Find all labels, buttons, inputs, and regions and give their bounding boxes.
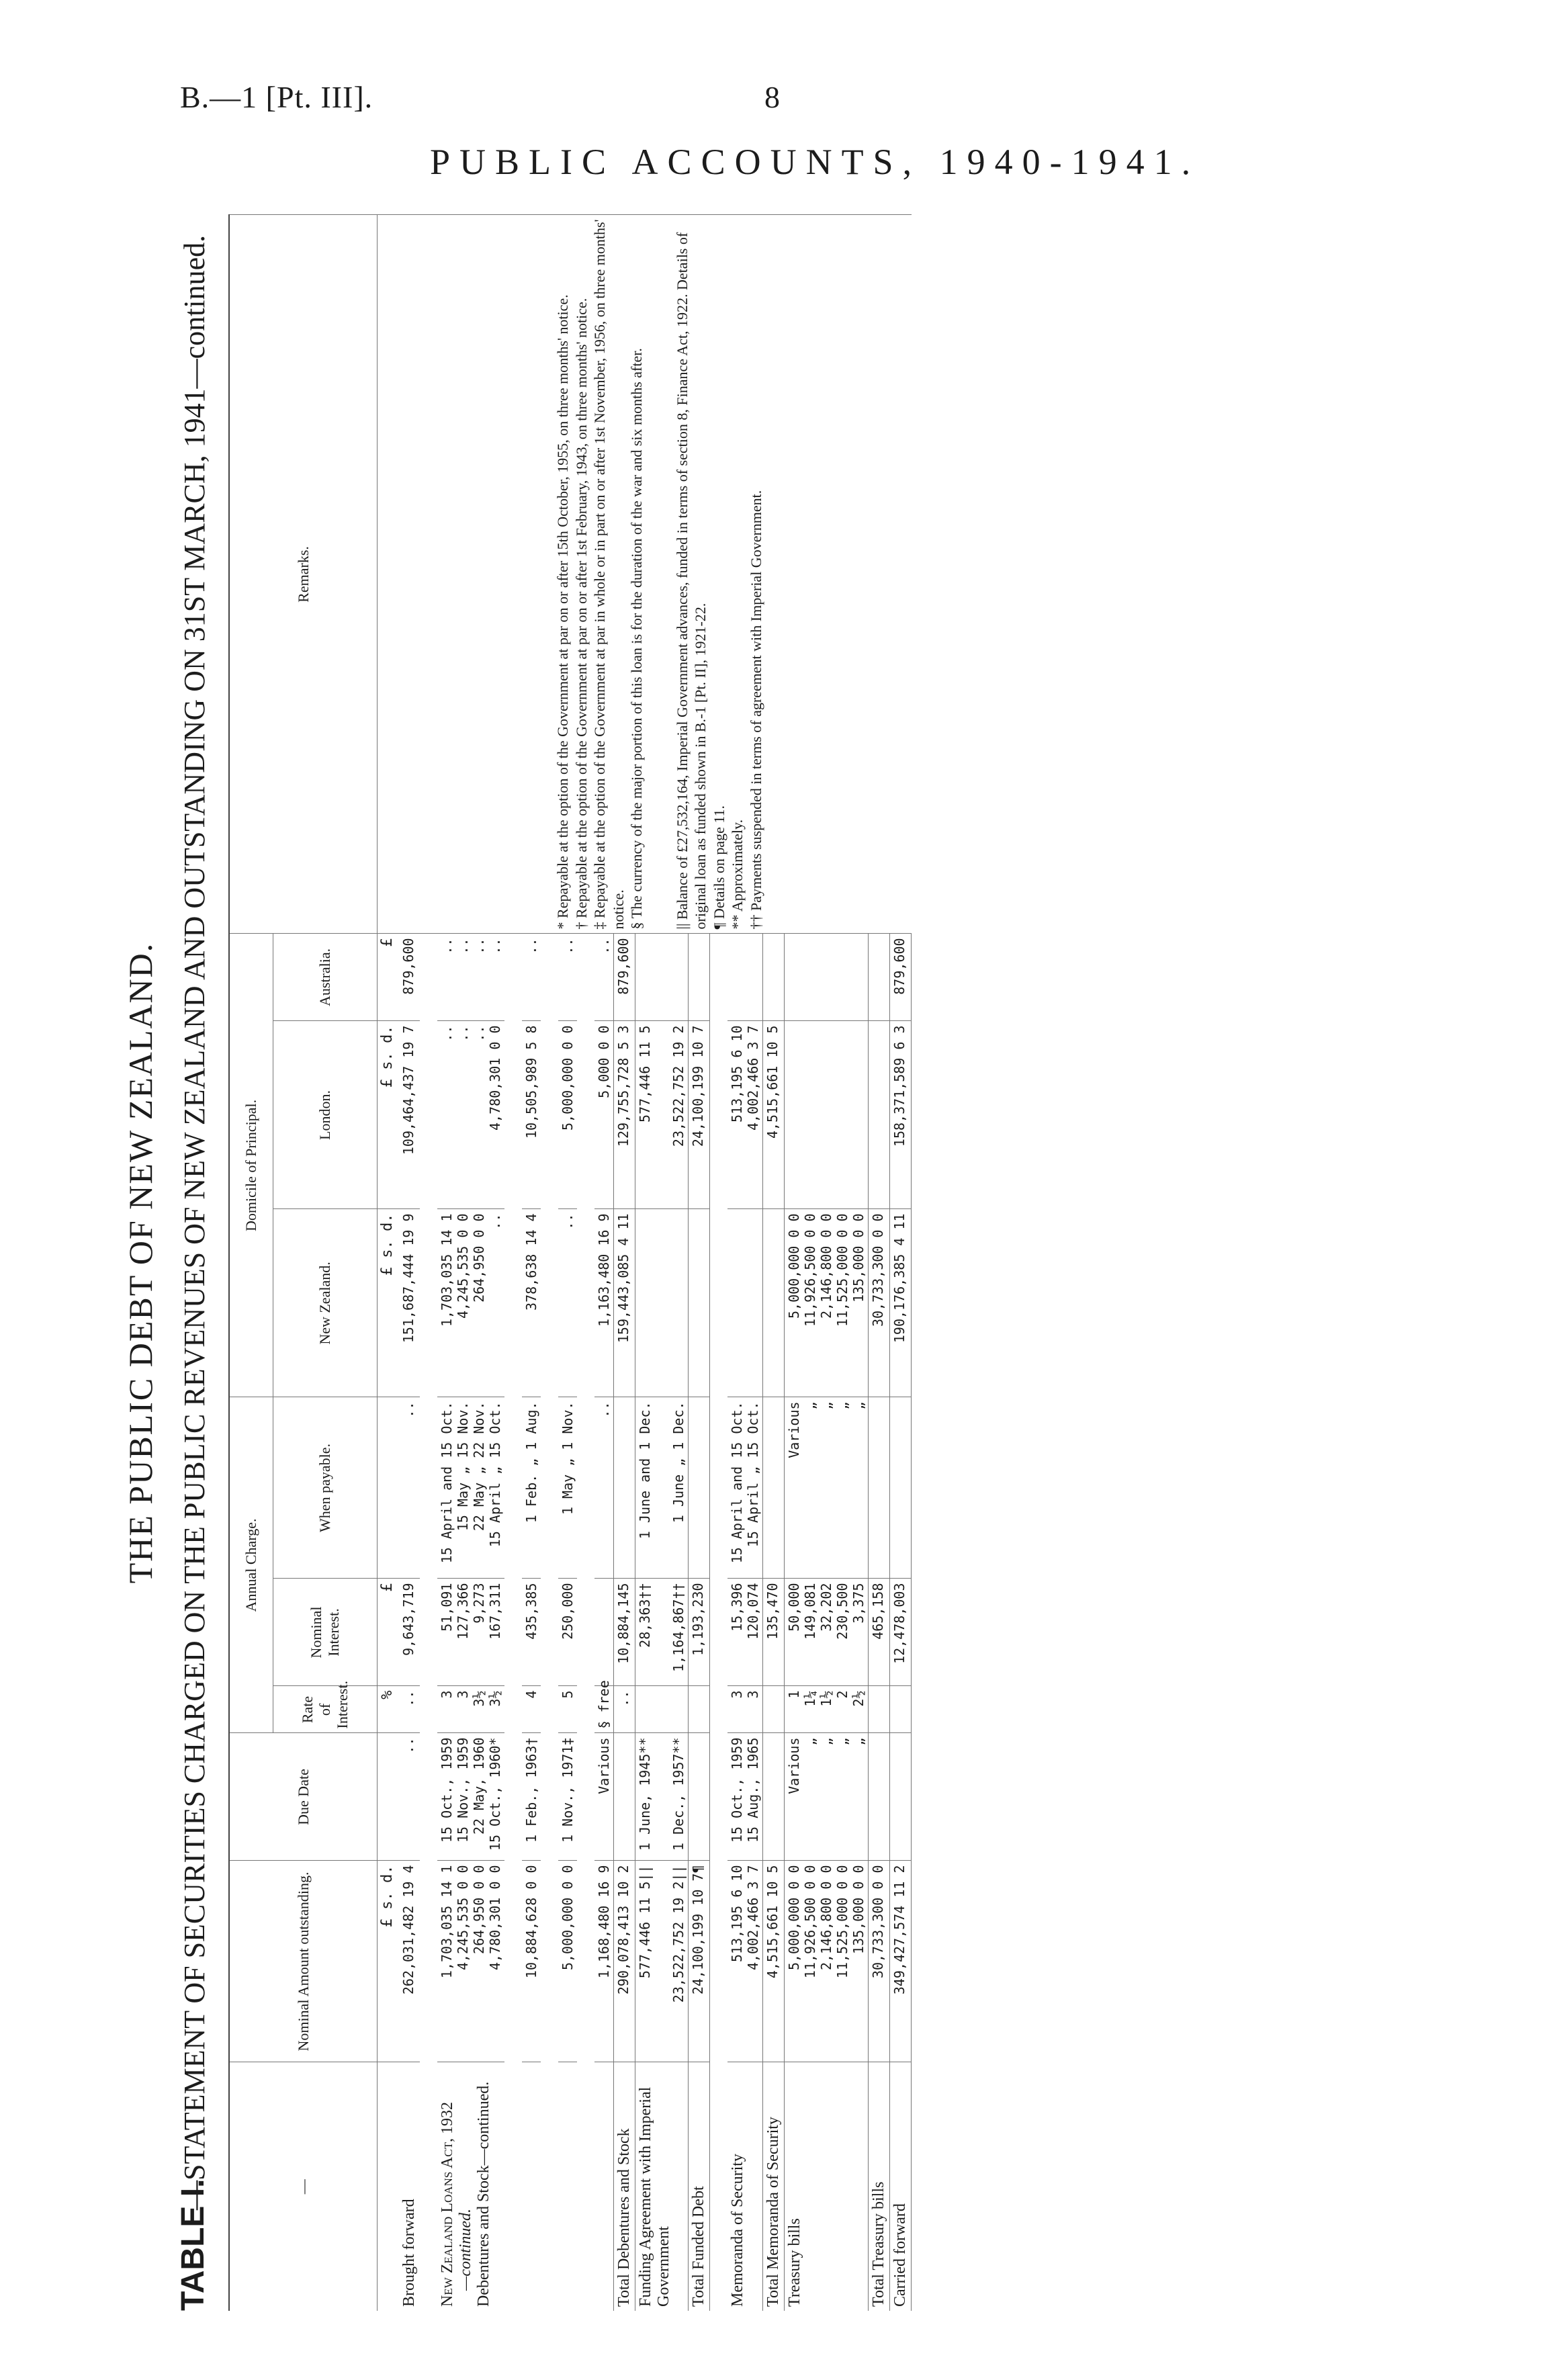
cell-amount (785, 1861, 869, 2062)
cell-interest (594, 1579, 614, 1686)
treasury-interest: 3,375 (850, 1583, 867, 1624)
cell-interest (727, 1579, 763, 1686)
memo-when: 15 April „ 15 Oct. (745, 1401, 761, 1548)
funding-when: 1 June and 1 Dec. (637, 1401, 653, 1540)
cell-due: 1 Nov., 1971‡ (558, 1733, 577, 1861)
treasury-when: „ (818, 1401, 834, 1410)
cell-amount (727, 1861, 763, 2062)
cell-due (785, 1733, 869, 1861)
accounts-title: PUBLIC ACCOUNTS, 1940-1941. (430, 142, 1200, 182)
header-london: London. (273, 1021, 378, 1209)
debenture-due: 15 Nov., 1959 (455, 1737, 471, 1843)
cell-australia: 879,600 (399, 934, 420, 1021)
remark-7: ** Approximately. (729, 819, 746, 930)
treasury-amount: 2,146,800 0 0 (818, 1865, 834, 1971)
memo-when: 15 April and 15 Oct. (729, 1401, 745, 1564)
treasury-amount: 135,000 0 0 (850, 1865, 867, 1954)
row-label-carried-forward: Carried forward (890, 2062, 912, 2311)
cell-when: .. (594, 1397, 614, 1579)
cell-interest (437, 1579, 504, 1686)
debenture-due: 22 May, 1960 (471, 1737, 487, 1835)
debenture-amount: 4,780,301 0 0 (487, 1865, 503, 1971)
header-australia: Australia. (273, 934, 378, 1021)
rotated-table-block (121, 215, 1438, 2311)
cell-interest: 9,643,719 (399, 1579, 420, 1686)
table-subtitle: —STATEMENT OF SECURITIES CHARGED ON THE PUBLIC REVENUES OF NEW ZEALAND AND OUTSTANDING ON 31ST MARCH, 1941—continued. (178, 234, 211, 2210)
section-heading (437, 2062, 504, 2311)
debenture-london: .. (471, 1025, 487, 1042)
header-domicile: Domicile of Principal. (229, 934, 273, 1397)
header-due-date: Due Date (229, 1733, 378, 1861)
debenture-amount: 4,245,535 0 0 (455, 1865, 471, 1971)
treasury-nz: 2,146,800 0 0 (818, 1213, 834, 1319)
cell-london (727, 1021, 763, 1209)
cell-amount: 30,733,300 0 0 (869, 1861, 890, 2062)
cell-interest: 1,193,230 (689, 1579, 710, 1686)
treasury-rate: 1¼ (802, 1690, 818, 1707)
debenture-interest: 51,091 (439, 1583, 455, 1632)
debenture-rate: 3½ (487, 1690, 503, 1707)
page-number: 8 (764, 80, 780, 114)
treasury-amount: 5,000,000 0 0 (786, 1865, 802, 1971)
cell-due: Various (594, 1733, 614, 1861)
debenture-when: 15 April and 15 Oct. (439, 1401, 455, 1564)
funding-due: 1 Dec., 1957** (670, 1737, 687, 1851)
debenture-rate: 3 (455, 1690, 471, 1699)
cell-nz: 159,443,085 4 11 (614, 1209, 635, 1397)
cell-london: 109,464,437 19 7 (399, 1021, 420, 1209)
memo-rate: 3 (745, 1690, 761, 1699)
memo-due: 15 Oct., 1959 (729, 1737, 745, 1843)
funding-due: 1 June, 1945** (637, 1737, 653, 1851)
nz-loans-continued: —continued. (457, 2209, 474, 2291)
cell-nz: 1,163,480 16 9 (594, 1209, 614, 1397)
debenture-rate: 3 (439, 1690, 455, 1699)
remark-5: || Balance of £27,532,164, Imperial Government advances, funded in terms of section 8, Finance Act, 1922. Details of original loan as funded shown in B.-1 [Pt. II], 1921-22. (673, 232, 709, 930)
unit-london: £ s. d. (378, 1021, 400, 1209)
treasury-interest: 230,500 (834, 1583, 850, 1640)
cell-rate: 4 (522, 1686, 541, 1733)
funding-london: 23,522,752 19 2 (670, 1025, 687, 1147)
debenture-london: 4,780,301 0 0 (487, 1025, 503, 1131)
unit-interest: £ (378, 1579, 400, 1686)
debenture-when: 15 May „ 15 Nov. (455, 1401, 471, 1532)
page-header (0, 0, 1547, 202)
debenture-nz: .. (487, 1213, 503, 1230)
cell-london: 5,000 0 0 (594, 1021, 614, 1209)
table-title: THE PUBLIC DEBT OF NEW ZEALAND. (122, 942, 159, 1584)
cell-australia: 879,600 (890, 934, 912, 1021)
treasury-due: Various (786, 1737, 802, 1794)
treasury-amount: 11,926,500 0 0 (802, 1865, 818, 1979)
cell-nz: 190,176,385 4 11 (890, 1209, 912, 1397)
debenture-australia: .. (471, 938, 487, 955)
cell-amount: 5,000,000 0 0 (558, 1861, 577, 2062)
treasury-when: „ (834, 1401, 850, 1410)
cell-due (437, 1733, 504, 1861)
treasury-rate: 2½ (850, 1690, 867, 1707)
row-label-total-memoranda: Total Memoranda of Security (763, 2062, 785, 2311)
remark-1: * Repayable at the option of the Government at par on or after 15th October, 1955, on three months' notice. (554, 294, 571, 930)
funding-interest: 1,164,867†† (670, 1583, 687, 1672)
treasury-rate: 1 (786, 1690, 802, 1699)
header-nominal-amount: Nominal Amount outstanding. (229, 1861, 378, 2062)
cell-london: 129,755,728 5 3 (614, 1021, 635, 1209)
unit-rate: % (378, 1686, 400, 1733)
cell-when: 1 May „ 1 Nov. (558, 1397, 577, 1579)
cell-nz (785, 1209, 869, 1397)
treasury-amount: 11,525,000 0 0 (834, 1865, 850, 1979)
memo-london: 4,002,466 3 7 (745, 1025, 761, 1131)
page-reference: B.—1 [Pt. III]. (180, 80, 373, 114)
debenture-amount: 264,950 0 0 (471, 1865, 487, 1954)
row-label-total-treasury: Total Treasury bills (869, 2062, 890, 2311)
cell-amount (437, 1861, 504, 2062)
cell-rate: 5 (558, 1686, 577, 1733)
header-when-payable: When payable. (273, 1397, 378, 1579)
header-nominal-interest: Nominal Interest. (273, 1579, 378, 1686)
treasury-nz: 11,926,500 0 0 (802, 1213, 818, 1327)
memo-amount: 4,002,466 3 7 (745, 1865, 761, 1971)
funding-amount: 577,446 11 5|| (637, 1865, 653, 1979)
header-annual-charge: Annual Charge. (229, 1397, 273, 1733)
remark-2: † Repayable at the option of the Government at par on or after 1st February, 1943, on three months' notice. (572, 298, 590, 930)
treasury-when: „ (802, 1401, 818, 1410)
cell-interest: 135,470 (763, 1579, 785, 1686)
cell-rate: .. (399, 1686, 420, 1733)
cell-australia (437, 934, 504, 1021)
cell-amount: 1,168,480 16 9 (594, 1861, 614, 2062)
cell-amount: 290,078,413 10 2 (614, 1861, 635, 2062)
treasury-interest: 32,202 (818, 1583, 834, 1632)
cell-london: 24,100,199 10 7 (689, 1021, 710, 1209)
cell-when (727, 1397, 763, 1579)
cell-interest: 10,884,145 (614, 1579, 635, 1686)
cell-nz: 151,687,444 19 9 (399, 1209, 420, 1397)
cell-amount: 4,515,661 10 5 (763, 1861, 785, 2062)
cell-nz: 378,638 14 4 (522, 1209, 541, 1397)
treasury-due: „ (850, 1737, 867, 1746)
row-label-total-funded: Total Funded Debt (689, 2062, 710, 2311)
cell-due (635, 1733, 689, 1861)
debenture-due: 15 Oct., 1959 (439, 1737, 455, 1843)
cell-london: 10,505,989 5 8 (522, 1021, 541, 1209)
funding-amount: 23,522,752 19 2|| (670, 1865, 687, 2003)
treasury-interest: 50,000 (786, 1583, 802, 1632)
memo-due: 15 Aug., 1965 (745, 1737, 761, 1843)
cell-london: 5,000,000 0 0 (558, 1021, 577, 1209)
unit-nz: £ s. d. (378, 1209, 400, 1397)
table-label: TABLE I. (175, 2178, 211, 2311)
cell-rate: .. (614, 1686, 635, 1733)
cell-when (785, 1397, 869, 1579)
cell-london: 4,515,661 10 5 (763, 1021, 785, 1209)
cell-interest: 12,478,003 (890, 1579, 912, 1686)
debenture-amount: 1,703,035 14 1 (439, 1865, 455, 1979)
debenture-interest: 9,273 (471, 1583, 487, 1624)
debenture-australia: .. (455, 938, 471, 955)
debenture-australia: .. (487, 938, 503, 955)
cell-rate (437, 1686, 504, 1733)
cell-due (727, 1733, 763, 1861)
treasury-due: „ (834, 1737, 850, 1746)
memo-amount: 513,195 6 10 (729, 1865, 745, 1962)
funding-when: 1 June „ 1 Dec. (670, 1401, 687, 1524)
cell-rate: § free (594, 1686, 614, 1733)
cell-when (635, 1397, 689, 1579)
unit-australia: £ (378, 934, 400, 1021)
treasury-interest: 149,081 (802, 1583, 818, 1640)
cell-nz: .. (558, 1209, 577, 1397)
cell-australia: .. (522, 934, 541, 1021)
treasury-rate: 1½ (818, 1690, 834, 1707)
funding-london: 577,446 11 5 (637, 1025, 653, 1122)
cell-rate (727, 1686, 763, 1733)
memo-london: 513,195 6 10 (729, 1025, 745, 1122)
cell-nz: 30,733,300 0 0 (869, 1209, 890, 1397)
debenture-australia: .. (439, 938, 455, 955)
remark-4: § The currency of the major portion of this loan is for the duration of the war and six months after. (628, 348, 645, 930)
cell-interest: 435,385 (522, 1579, 541, 1686)
debenture-nz: 1,703,035 14 1 (439, 1213, 455, 1327)
cell-interest: 465,158 (869, 1579, 890, 1686)
row-label-brought-forward: Brought forward (399, 2062, 420, 2311)
debenture-when: 22 May „ 22 Nov. (471, 1401, 487, 1532)
row-label-total-debentures: Total Debentures and Stock (614, 2062, 635, 2311)
cell-when (437, 1397, 504, 1579)
funding-interest: 28,363†† (637, 1583, 653, 1648)
debenture-nz: 264,950 0 0 (471, 1213, 487, 1303)
cell-amount (635, 1861, 689, 2062)
cell-australia: .. (594, 934, 614, 1021)
cell-interest (785, 1579, 869, 1686)
unit-amount: £ s. d. (378, 1861, 400, 2062)
header-blank: — (229, 2062, 378, 2311)
header-remarks: Remarks. (229, 215, 378, 934)
remarks-cell (378, 215, 912, 934)
memo-interest: 120,074 (745, 1583, 761, 1640)
treasury-rate: 2 (834, 1690, 850, 1699)
cell-when: .. (399, 1397, 420, 1579)
debt-table (228, 214, 912, 2311)
debenture-due: 15 Oct., 1960* (487, 1737, 503, 1851)
debenture-interest: 127,366 (455, 1583, 471, 1640)
cell-australia: .. (558, 934, 577, 1021)
treasury-due: „ (802, 1737, 818, 1746)
treasury-nz: 11,525,000 0 0 (834, 1213, 850, 1327)
header-new-zealand: New Zealand. (273, 1209, 378, 1397)
debentures-label: Debentures and Stock—continued. (475, 2081, 492, 2307)
cell-london (635, 1021, 689, 1209)
row-label-treasury: Treasury bills (785, 2062, 869, 2311)
treasury-when: Various (786, 1401, 802, 1458)
cell-london (437, 1021, 504, 1209)
debenture-london: .. (439, 1025, 455, 1042)
cell-amount: 24,100,199 10 7¶ (689, 1861, 710, 2062)
cell-nz (437, 1209, 504, 1397)
cell-rate (785, 1686, 869, 1733)
cell-interest (635, 1579, 689, 1686)
cell-when: 1 Feb. „ 1 Aug. (522, 1397, 541, 1579)
nz-loans-heading: New Zealand Loans Act, 1932 (439, 2102, 456, 2307)
debenture-rate: 3½ (471, 1690, 487, 1707)
cell-amount: 10,884,628 0 0 (522, 1861, 541, 2062)
treasury-due: „ (818, 1737, 834, 1746)
cell-london: 158,371,589 6 3 (890, 1021, 912, 1209)
units-row (378, 215, 400, 2311)
memo-rate: 3 (729, 1690, 745, 1699)
remark-3: ‡ Repayable at the option of the Government at par in whole or in part on or after 1st November, 1956, on three months' notice. (591, 219, 627, 930)
cell-amount: 262,031,482 19 4 (399, 1861, 420, 2062)
debenture-london: .. (455, 1025, 471, 1042)
row-label-funding-agreement: Funding Agreement with Imperial Government (635, 2062, 689, 2311)
memo-interest: 15,396 (729, 1583, 745, 1632)
remark-6: ¶ Details on page 11. (710, 805, 727, 930)
cell-due: .. (399, 1733, 420, 1861)
row-label-memoranda: Memoranda of Security (727, 2062, 763, 2311)
cell-due: 1 Feb., 1963† (522, 1733, 541, 1861)
debenture-interest: 167,311 (487, 1583, 503, 1640)
header-rate: Rate of Interest. (273, 1686, 378, 1733)
debenture-when: 15 April „ 15 Oct. (487, 1401, 503, 1548)
cell-interest: 250,000 (558, 1579, 577, 1686)
cell-amount: 349,427,574 11 2 (890, 1861, 912, 2062)
cell-when (614, 1397, 635, 1579)
cell-due (614, 1733, 635, 1861)
cell-australia: 879,600 (614, 934, 635, 1021)
treasury-nz: 135,000 0 0 (850, 1213, 867, 1303)
debenture-nz: 4,245,535 0 0 (455, 1213, 471, 1319)
treasury-nz: 5,000,000 0 0 (786, 1213, 802, 1319)
treasury-when: „ (850, 1401, 867, 1410)
remark-8: †† Payments suspended in terms of agreement with Imperial Government. (747, 490, 764, 930)
